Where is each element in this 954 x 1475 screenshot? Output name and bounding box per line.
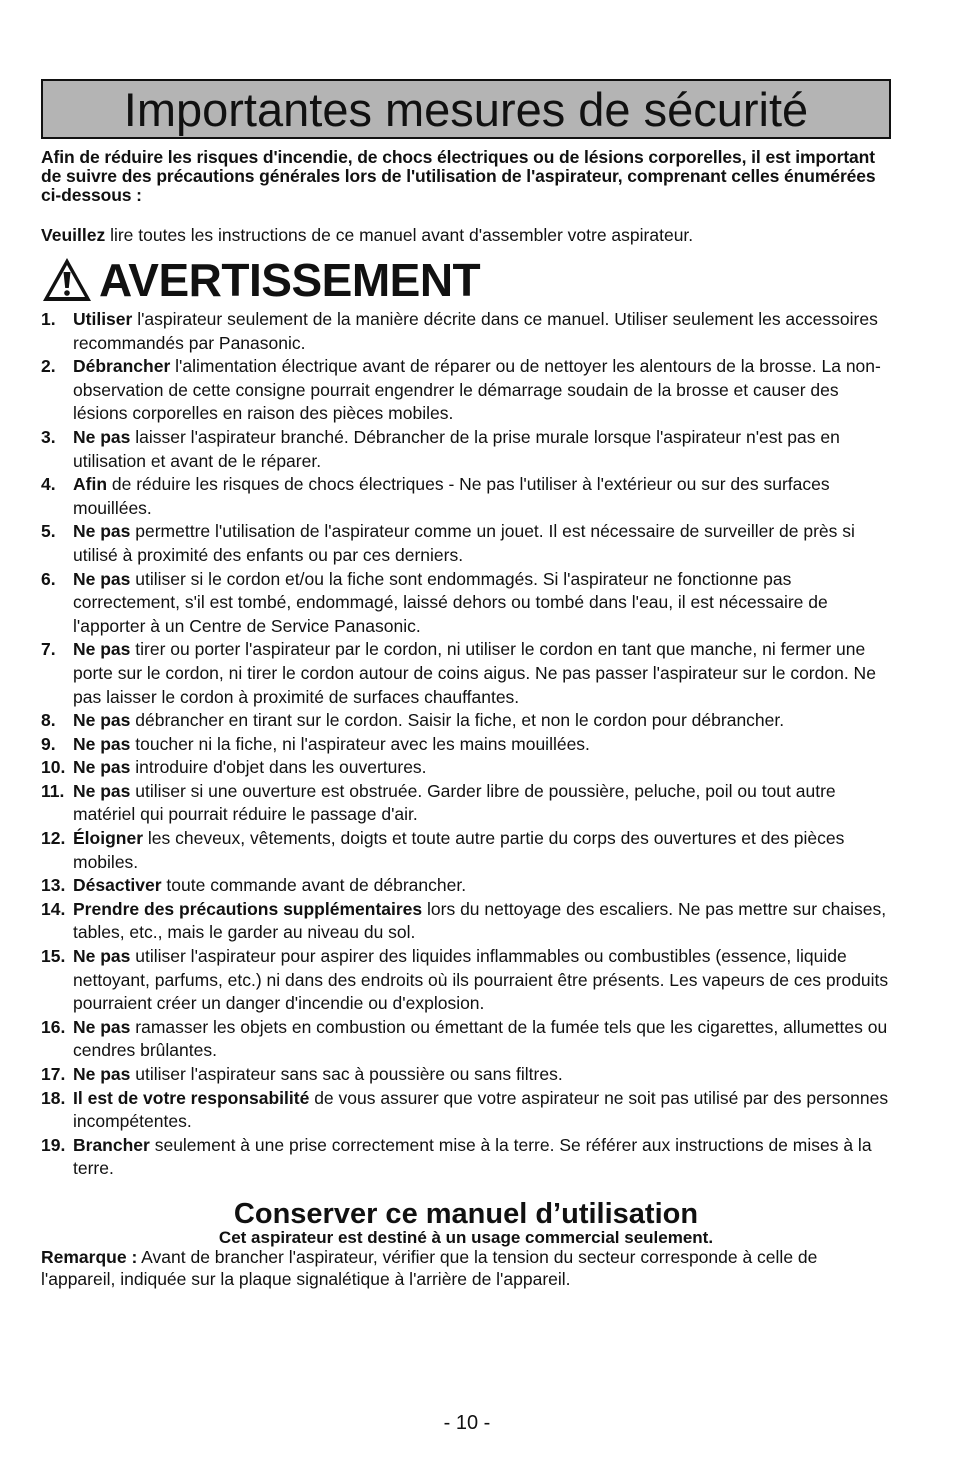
list-item-number: 18. [41,1087,66,1108]
remark-text: Avant de brancher l'aspirateur, vérifier que la tension du secteur corresponde à celle de l'appareil, indiquée sur la plaque signalétique à l'arrière de l'appareil. [41,1246,818,1289]
intro-paragraph: Afin de réduire les risques d'incendie, de chocs électriques ou de lésions corporelles, il est important de suivre des précautions générales lors de l'utilisation de l'aspirateur, comprenant celles énumérées ci-dessous : [41,147,876,205]
list-item-keyword: Afin [73,474,108,495]
list-item-text: de réduire les risques de chocs électriques - Ne pas l'utiliser à l'extérieur ou sur des surfaces mouillées. [73,474,830,518]
list-item-number: 15. [41,946,66,967]
remark-label: Remarque : [41,1246,138,1267]
list-item [41,426,891,473]
safety-rules-list [41,308,891,1181]
list-item-keyword: Brancher [73,1134,150,1155]
list-item-number: 14. [41,898,66,919]
read-instructions-paragraph [41,224,891,246]
list-item [41,568,891,639]
list-item [41,473,891,520]
list-item-text: lors du nettoyage des escaliers. Ne pas mettre sur chaises, tables, etc., mais le garder au niveau du sol. [73,898,887,943]
list-item [41,520,891,567]
list-item-keyword: Ne pas [73,733,131,754]
list-item-number: 13. [41,875,66,896]
list-item [41,874,891,898]
list-item [41,709,891,733]
list-item-number: 4. [41,474,56,495]
list-item-keyword: Débrancher [73,356,171,377]
list-item-keyword: Ne pas [73,757,131,778]
warning-word: AVERTISSEMENT [99,254,481,306]
list-item-text: toucher ni la fiche, ni l'aspirateur avec les mains mouillées. [130,733,590,754]
list-item [41,355,891,426]
list-item-text: toute commande avant de débrancher. [161,875,467,896]
list-item-text: utiliser l'aspirateur sans sac à poussière ou sans filtres. [130,1064,563,1084]
read-instructions-bold: Veuillez [41,225,106,245]
list-item-text: l'aspirateur seulement de la manière décrite dans ce manuel. Utiliser seulement les accessoires recommandés par Panasonic. [73,309,878,353]
list-item-number: 17. [41,1064,66,1084]
list-item [41,898,891,945]
list-item-keyword: Il est de votre responsabilité [73,1087,310,1108]
list-item-text: introduire d'objet dans les ouvertures. [130,757,427,778]
warning-triangle-icon [41,255,93,305]
list-item-number: 3. [41,426,56,447]
list-item-text: permettre l'utilisation de l'aspirateur comme un jouet. Il est nécessaire de surveiller de près si utilisé à proximité des enfants ou par ces derniers. [73,521,855,565]
list-item-text: laisser l'aspirateur branché. Débrancher de la prise murale lorsque l'aspirateur n'est pas en utilisation et avant de le réparer. [73,426,840,471]
list-item-number: 6. [41,568,56,589]
list-item [41,1016,891,1063]
list-item-keyword: Ne pas [73,568,131,589]
list-item-keyword: Ne pas [73,780,131,801]
list-item-keyword: Ne pas [73,521,131,542]
list-item-text: de vous assurer que votre aspirateur ne soit pas utilisé par des personnes incompétentes. [73,1087,889,1132]
list-item-number: 5. [41,521,56,542]
list-item [41,308,891,355]
list-item-text: utiliser si une ouverture est obstruée. Garder libre de poussière, peluche, poil ou tout autre matériel qui pourrait réduire le passage d'air. [73,780,836,825]
list-item-keyword: Ne pas [73,946,131,967]
list-item-number: 2. [41,356,56,377]
list-item-text: les cheveux, vêtements, doigts et toute autre partie du corps des ouvertures et des pièces mobiles. [73,828,845,872]
read-instructions-text: lire toutes les instructions de ce manuel avant d'assembler votre aspirateur. [105,225,694,245]
list-item [41,638,891,709]
list-item [41,1134,891,1181]
list-item-keyword: Éloigner [73,828,144,849]
keep-manual-heading: Conserver ce manuel d’utilisation [233,1197,699,1230]
list-item-number: 16. [41,1016,66,1037]
list-item-keyword: Ne pas [73,426,131,447]
list-item [41,780,891,827]
list-item-keyword: Ne pas [73,639,131,660]
list-item [41,1087,891,1134]
list-item-text: ramasser les objets en combustion ou émettant de la fumée tels que les cigarettes, allumettes ou cendres brûlantes. [73,1016,888,1061]
list-item [41,945,891,1016]
list-item-text: utiliser si le cordon et/ou la fiche sont endommagés. Si l'aspirateur ne fonctionne pas correctement, s'il est tombé, endommagé, laissé dehors ou tombé dans l'eau, il est nécessaire de l'apporter à un Centre de Service Panasonic. [73,568,828,636]
list-item [41,827,891,874]
list-item-keyword: Ne pas [73,1016,131,1037]
warning-heading [41,252,891,308]
list-item-number: 11. [41,780,65,801]
remark-paragraph [41,1246,891,1290]
list-item-keyword: Ne pas [73,1064,131,1084]
page-title: Importantes mesures de sécurité [123,83,809,136]
list-item [41,1063,891,1087]
list-item-text: débrancher en tirant sur le cordon. Saisir la fiche, et non le cordon pour débrancher. [130,710,785,731]
list-item-number: 7. [41,639,56,660]
list-item-text: tirer ou porter l'aspirateur par le cordon, ni utiliser le cordon en tant que manche, ni fermer une porte sur le cordon, ni tirer le cordon autour de coins aigus. Ne pas passer l'aspirateur sur le cordon. Ne pas laisser le cordon à proximité de surfaces chauffantes. [73,639,876,707]
list-item-text: seulement à une prise correctement mise à la terre. Se référer aux instructions de mises à la terre. [73,1134,872,1179]
page-content [41,79,891,1290]
list-item-number: 12. [41,828,66,849]
page-number: - 10 - [443,1412,491,1434]
list-item-keyword: Ne pas [73,710,131,731]
list-item-number: 8. [41,710,56,731]
title-banner [41,79,891,139]
list-item-number: 1. [41,309,56,329]
list-item-number: 9. [41,733,56,754]
list-item-number: 19. [41,1134,66,1155]
list-item-text: l'alimentation électrique avant de réparer ou de nettoyer les alentours de la brosse. La non-observation de cette consigne pourrait engendrer le démarrage soudain de la brosse et causer des lésions corporelles en raison des pièces mobiles. [73,356,881,424]
list-item-number: 10. [41,757,66,778]
list-item [41,733,891,757]
list-item-keyword: Prendre des précautions supplémentaires [73,898,423,919]
commercial-use-note: Cet aspirateur est destiné à un usage commercial seulement. [218,1227,714,1247]
list-item [41,756,891,780]
list-item-keyword: Désactiver [73,875,162,896]
list-item-text: utiliser l'aspirateur pour aspirer des liquides inflammables ou combustibles (essence, liquide nettoyant, parfums, etc.) ni dans des endroits où ils pourraient être présents. Les vapeurs de ces produits pourraient créer un danger d'incendie ou d'explosion. [73,946,889,1014]
list-item-keyword: Utiliser [73,309,133,329]
